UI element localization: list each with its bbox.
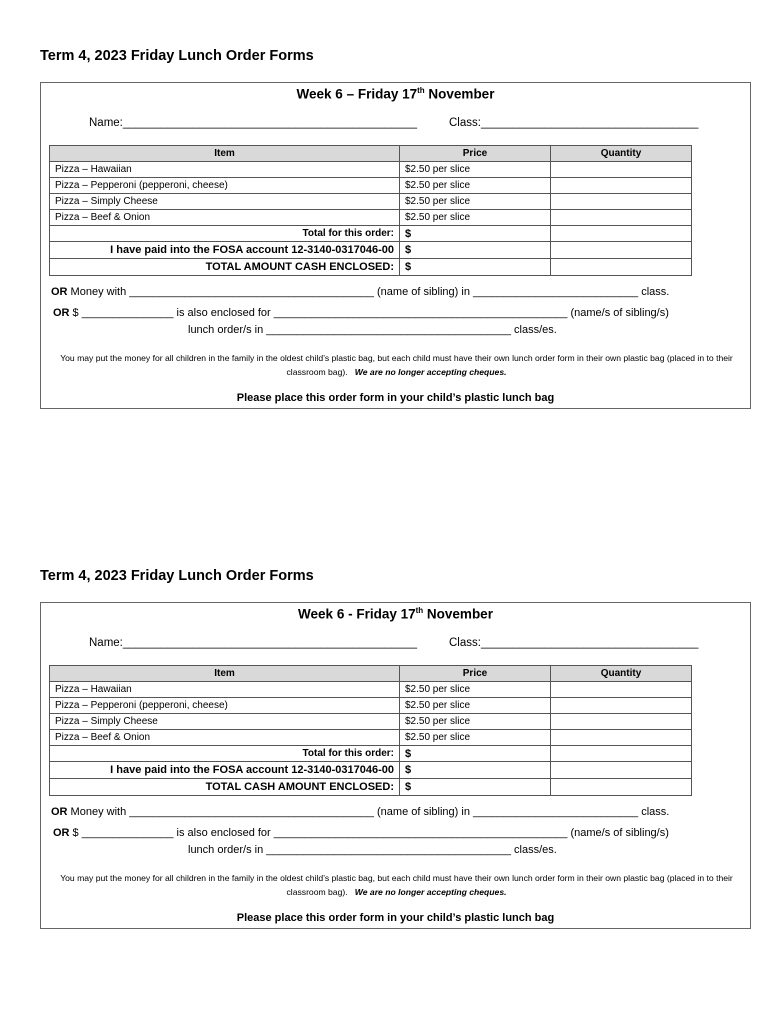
table-row [50,162,692,178]
paid-row [50,762,692,779]
cash-label: TOTAL AMOUNT CASH ENCLOSED: [50,259,400,276]
cash-label: TOTAL CASH AMOUNT ENCLOSED: [50,779,400,796]
table-row [50,682,692,698]
price-cell: $2.50 per slice [400,698,551,714]
cheques-note: We are no longer accepting cheques. [354,367,507,377]
or-dollar-line[interactable] [53,827,669,839]
table-row [50,210,692,226]
price-cell: $2.50 per slice [400,714,551,730]
or-label: OR [51,286,68,298]
item-cell: Pizza – Simply Cheese [50,714,400,730]
paid-amount[interactable]: $ [400,762,551,779]
item-cell: Pizza – Beef & Onion [50,210,400,226]
quantity-cell[interactable] [551,178,692,194]
table-row [50,714,692,730]
item-cell: Pizza – Pepperoni (pepperoni, cheese) [50,178,400,194]
cash-amount[interactable]: $ [400,259,551,276]
or-dollar-text: $ _______________ is also enclosed for ________________________________________________ (name/s of sibling/s) [69,307,669,319]
table-row [50,178,692,194]
cash-row [50,259,692,276]
quantity-cell[interactable] [551,682,692,698]
quantity-cell[interactable] [551,194,692,210]
total-label: Total for this order: [50,226,400,242]
lunch-orders-line[interactable]: lunch order/s in ________________________________________ class/es. [188,844,557,856]
order-table [49,665,692,796]
or-label: OR [53,307,70,319]
class-field[interactable]: Class:__________________________________ [449,117,699,129]
money-with-text: Money with ________________________________________ (name of sibling) in ___________________________ class. [67,806,670,818]
money-with-line[interactable] [51,806,669,818]
cash-amount[interactable]: $ [400,779,551,796]
quantity-cell[interactable] [551,162,692,178]
paid-amount[interactable]: $ [400,242,551,259]
name-field[interactable]: Name:______________________________________________ [89,117,418,129]
money-with-line[interactable] [51,286,669,298]
table-row [50,730,692,746]
paid-blank [551,242,692,259]
price-cell: $2.50 per slice [400,730,551,746]
table-row [50,698,692,714]
week-title: Week 6 – Friday 17th November [296,86,495,102]
header-quantity: Quantity [551,666,692,682]
item-cell: Pizza – Simply Cheese [50,194,400,210]
total-blank [551,746,692,762]
place-instruction: Please place this order form in your child’s plastic lunch bag [236,912,555,924]
total-row [50,746,692,762]
money-with-text: Money with ________________________________________ (name of sibling) in ___________________________ class. [67,286,670,298]
price-cell: $2.50 per slice [400,194,551,210]
name-field[interactable]: Name:______________________________________________ [89,637,418,649]
total-amount[interactable]: $ [400,226,551,242]
header-item: Item [50,666,400,682]
item-cell: Pizza – Pepperoni (pepperoni, cheese) [50,698,400,714]
cash-blank [551,259,692,276]
header-price: Price [400,146,551,162]
price-cell: $2.50 per slice [400,162,551,178]
paid-blank [551,762,692,779]
week-title: Week 6 - Friday 17th November [298,606,493,622]
or-label: OR [51,806,68,818]
price-cell: $2.50 per slice [400,178,551,194]
lunch-order-form [40,602,751,929]
quantity-cell[interactable] [551,210,692,226]
order-table [49,145,692,276]
money-note: You may put the money for all children in the family in the oldest child’s plastic bag, but each child must have their own lunch order form in their own plastic bag (placed in to their classroom bag). We are no longer accepting cheques. [60,873,733,897]
total-amount[interactable]: $ [400,746,551,762]
place-instruction: Please place this order form in your child’s plastic lunch bag [236,392,555,404]
or-label: OR [53,827,70,839]
paid-label: I have paid into the FOSA account 12-3140-0317046-00 [50,242,400,259]
price-cell: $2.50 per slice [400,210,551,226]
quantity-cell[interactable] [551,730,692,746]
header-quantity: Quantity [551,146,692,162]
form-heading: Term 4, 2023 Friday Lunch Order Forms [40,48,314,64]
paid-row [50,242,692,259]
price-cell: $2.50 per slice [400,682,551,698]
total-row [50,226,692,242]
cash-blank [551,779,692,796]
table-header-row [50,146,692,162]
money-note: You may put the money for all children in the family in the oldest child’s plastic bag, but each child must have their own lunch order form in their own plastic bag (placed in to their classroom bag). We are no longer accepting cheques. [60,353,733,377]
item-cell: Pizza – Beef & Onion [50,730,400,746]
total-label: Total for this order: [50,746,400,762]
header-price: Price [400,666,551,682]
quantity-cell[interactable] [551,714,692,730]
table-row [50,194,692,210]
class-field[interactable]: Class:__________________________________ [449,637,699,649]
quantity-cell[interactable] [551,698,692,714]
table-header-row [50,666,692,682]
cash-row [50,779,692,796]
lunch-orders-line[interactable]: lunch order/s in ________________________________________ class/es. [188,324,557,336]
or-dollar-text: $ _______________ is also enclosed for ________________________________________________ (name/s of sibling/s) [69,827,669,839]
total-blank [551,226,692,242]
header-item: Item [50,146,400,162]
paid-label: I have paid into the FOSA account 12-3140-0317046-00 [50,762,400,779]
form-heading: Term 4, 2023 Friday Lunch Order Forms [40,568,314,584]
item-cell: Pizza – Hawaiian [50,682,400,698]
cheques-note: We are no longer accepting cheques. [354,887,507,897]
item-cell: Pizza – Hawaiian [50,162,400,178]
lunch-order-form [40,82,751,409]
or-dollar-line[interactable] [53,307,669,319]
